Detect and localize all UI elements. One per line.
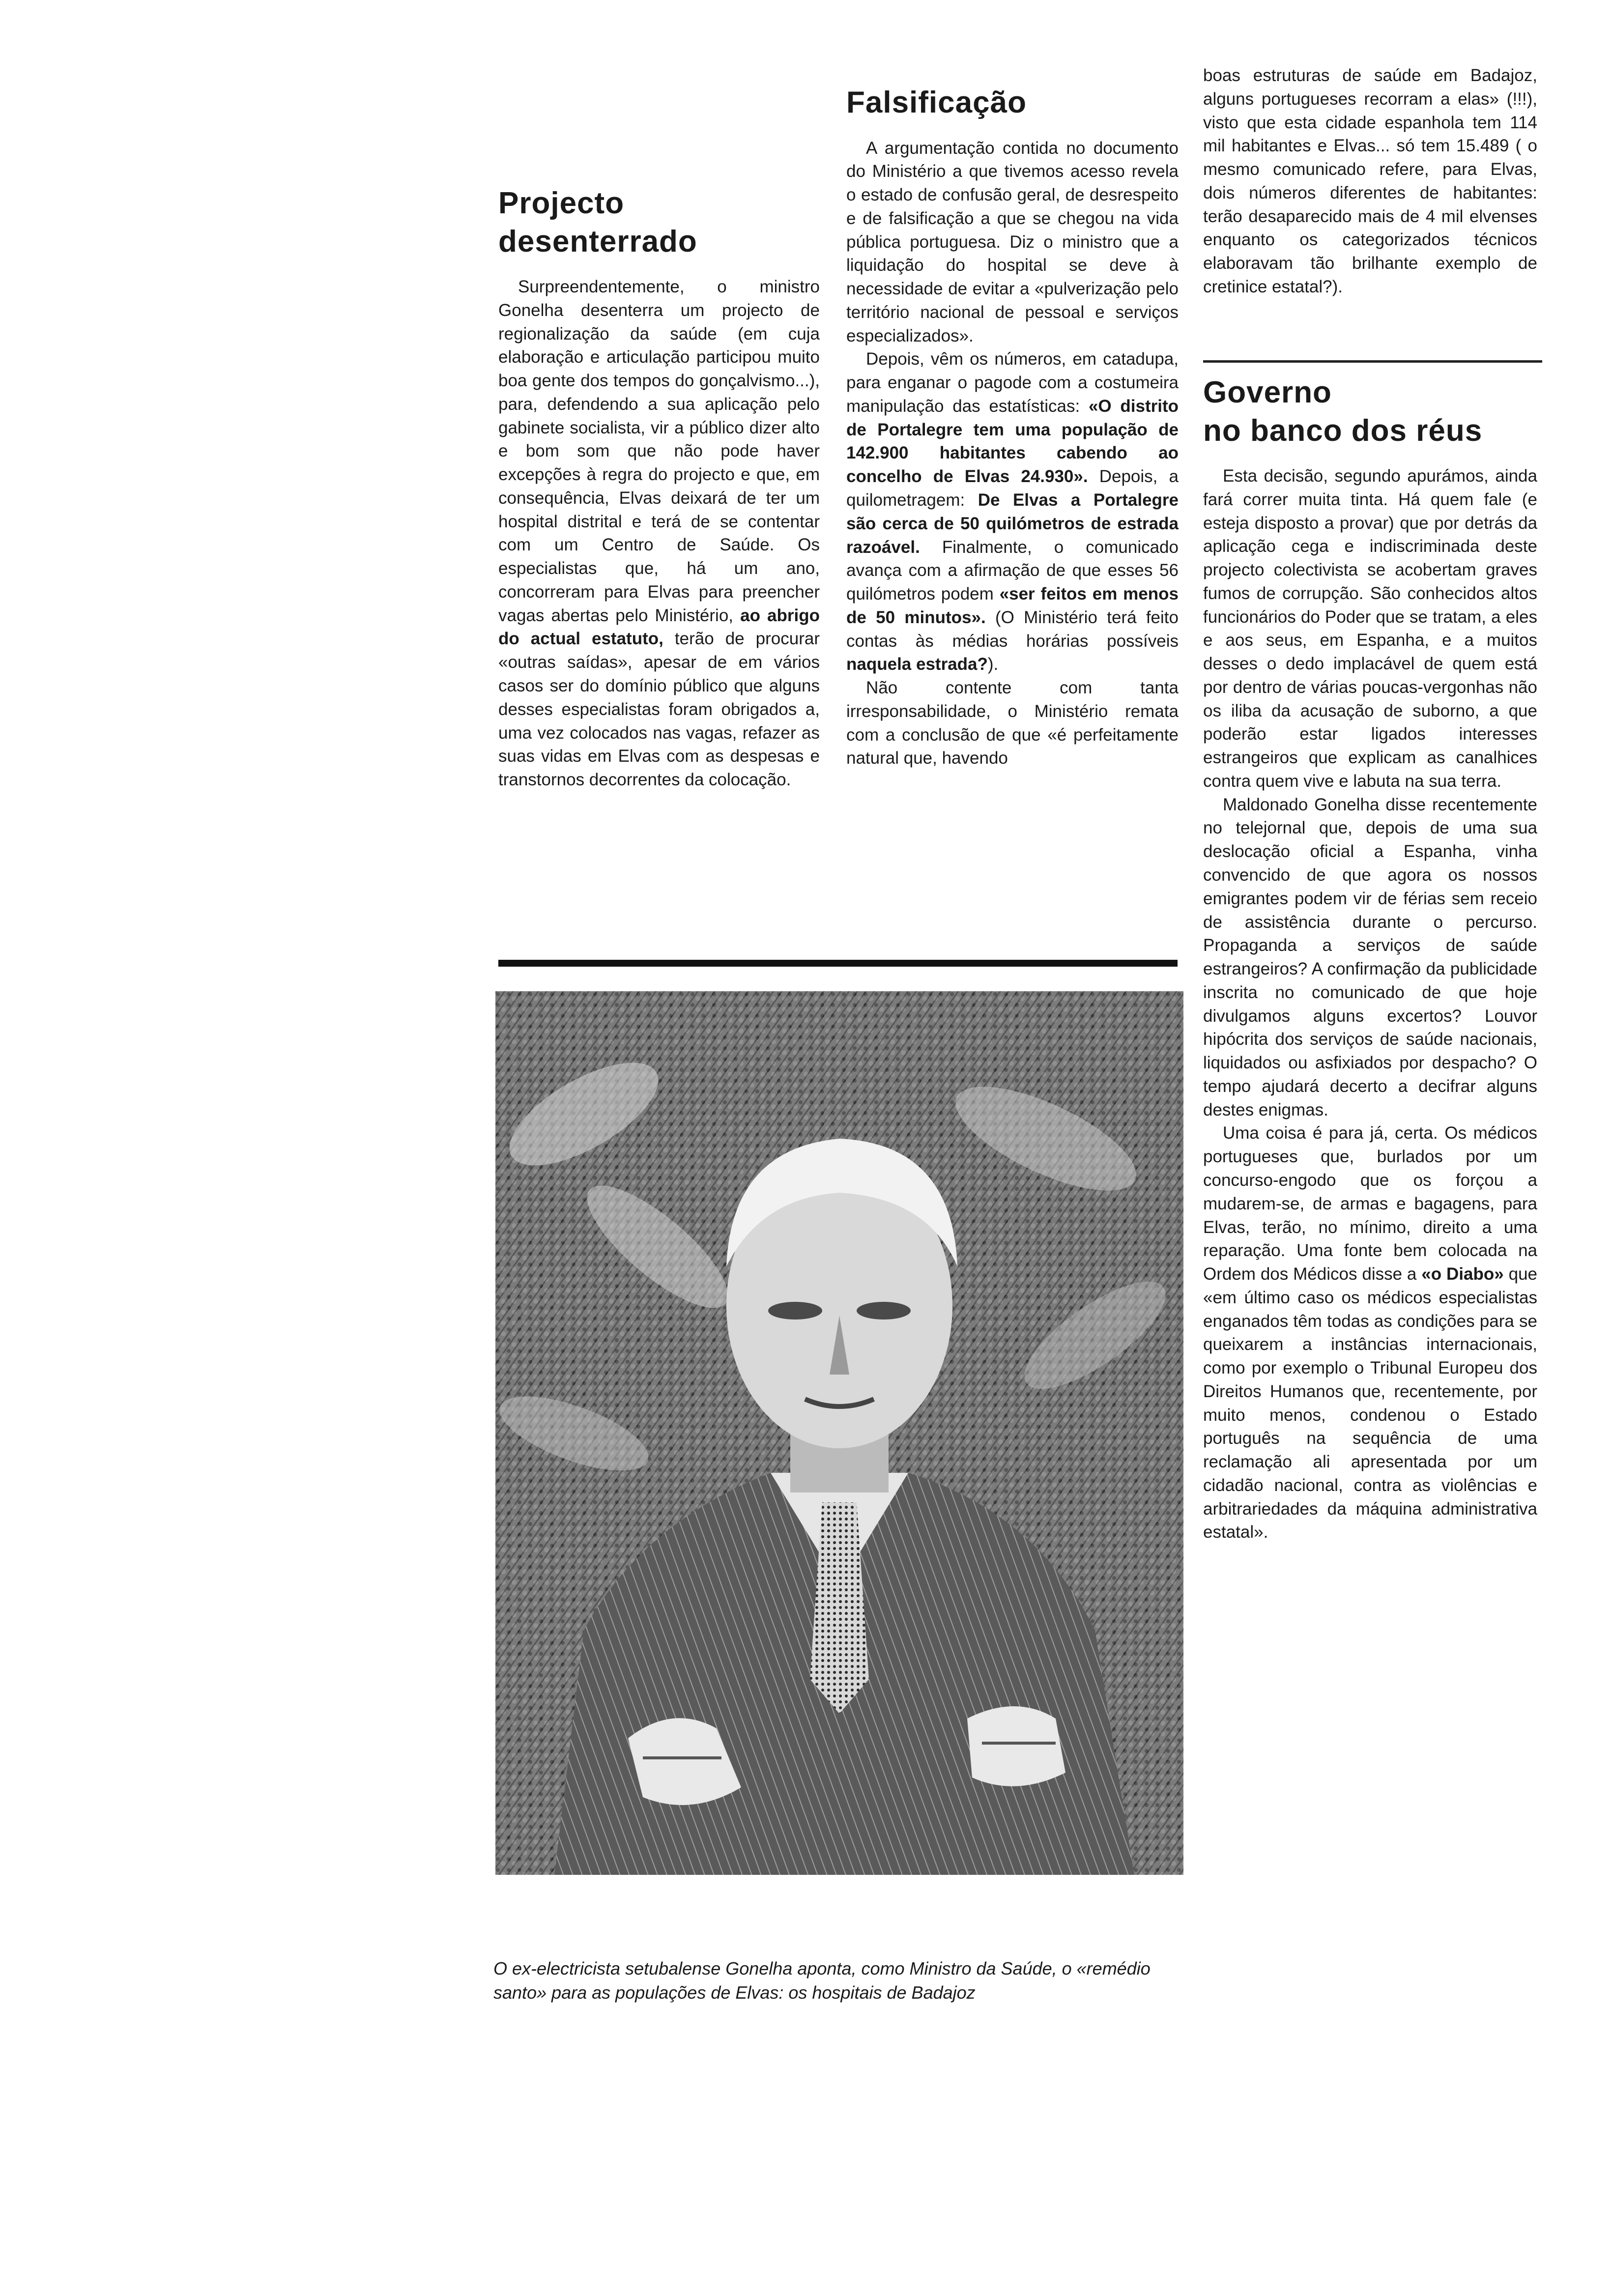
column-projecto [498, 184, 820, 792]
photo-caption: O ex-electricista setubalense Gonelha aponta, como Ministro da Saúde, o «remédio santo» para as populações de Elvas: os hospitais de Badajoz [493, 1958, 1151, 2003]
paragraph: boas estruturas de saúde em Badajoz, alguns portugueses recorram a elas» (!!!), visto que esta cidade espanhola tem 114 mil habitantes e Elvas... só tem 15.489 ( o mesmo comunicado refere, para Elvas, dois números diferentes de habitantes: terão desaparecido mais de 4 mil elvenses enquanto os categorizados técnicos elaboravam tão brilhante exemplo de cretinice estatal?). [1203, 66, 1537, 296]
text-run: ). [987, 655, 999, 674]
bold-run: «o Diabo» [1421, 1264, 1504, 1284]
paragraph: Esta decisão, segundo apurámos, ainda fará correr muita tinta. Há quem fale (e esteja disposto a provar) que por detrás da aplicação cega e indiscriminada deste projecto colectivista se acobertam graves fumos de corrupção. São conhecidos altos funcionários do Poder que se tratam, a eles e aos seus, em Espanha, e a muitos desses o dedo implacável de quem está por dentro de várias poucas-vergonhas não os iliba da acusação de suborno, a que poderão estar ligados interesses estrangeiros que explicam as canalhices contra quem vive e labuta na sua terra. [1203, 466, 1537, 791]
paragraph [1203, 1121, 1537, 1544]
text-run: Finalmente, o comunicado avança com a afirmação de que esses 56 quilómetros podem [846, 537, 1179, 604]
section-divider [1203, 360, 1542, 363]
bold-run: naquela estrada? [846, 655, 988, 674]
paragraph [498, 275, 820, 792]
text-run: Surpreendentemente, o ministro Gonelha desenterra um projecto de regionalização da saúde (em cuja elaboração e articulação participou muito boa gente dos tempos do gonçalvismo...), para, defendendo a sua aplicação pelo gabinete socialista, vir a público dizer alto e bom som que não pode haver excepções à regra do projecto e que, em consequência, Elvas deixará de ter um hospital distrital e terá de se contentar com um Centro de Saúde. Os especialistas que, há um ano, concorreram para Elvas para preencher vagas abertas pelo Ministério, [498, 277, 820, 625]
portrait-illustration [495, 991, 1183, 1875]
column-governo [1203, 373, 1537, 1544]
column-falsificacao [846, 84, 1179, 770]
text-run: terão de procurar «outras saídas», apesar de em vários casos ser do domínio público que alguns desses especialistas foram obrigados a, uma vez colocados nas vagas, refazer as suas vidas em Elvas com as despesas e transtornos decorrentes da colocação. [498, 629, 820, 790]
text-run: Uma coisa é para já, certa. Os médicos portugueses que, burlados por um concurso-engodo que os forçou a mudarem-se, de armas e bagagens, para Elvas, terão, no mínimo, direito a uma reparação. Uma fonte bem colocada na Ordem dos Médicos disse a [1203, 1123, 1537, 1284]
photo-top-rule [498, 960, 1178, 967]
heading-line-2: desenterrado [498, 224, 697, 258]
article-body-left [498, 275, 820, 792]
text-run: que «em último caso os médicos especialistas enganados têm todas as condições para se queixarem a instâncias internacionais, como por exemplo o Tribunal Europeu dos Direitos Humanos que, recentemente, por muito menos, condenou o Estado português na sequência de uma reclamação ali apresentada por um cidadão nacional, contra as violências e arbitrariedades da máquina administrativa estatal». [1203, 1264, 1538, 1542]
text-run: (O Ministério terá feito contas às médias horárias possíveis [846, 607, 1179, 651]
article-body-right [1203, 464, 1537, 1544]
portrait-photo [495, 991, 1183, 1875]
heading-projecto-desenterrado [498, 184, 820, 260]
bold-run: «O distrito de Portalegre tem uma população de 142.900 habitantes cabendo ao concelho de Elvas 24.930». [846, 396, 1179, 487]
bold-run: «ser feitos em menos de 50 minutos». [846, 584, 1179, 627]
heading-line-1: Projecto [498, 186, 625, 220]
text-run: Depois, vêm os números, em catadupa, para enganar o pagode com a costumeira manipulação das estatísticas: [846, 349, 1179, 416]
heading-governo-no-banco-dos-reus [1203, 373, 1537, 450]
text-run: Depois, a quilometragem: [846, 467, 1179, 510]
heading-line-2: no banco dos réus [1203, 413, 1483, 448]
heading-falsificacao: Falsificação [846, 86, 1027, 119]
paragraph: A argumentação contida no documento do Ministério a que tivemos acesso revela o estado de confusão geral, de desrespeito e de falsificação a que se chegou na vida pública portuguesa. Diz o ministro que a liquidação do hospital se deve à necessidade de evitar a «pulverização pelo território nacional de pessoal e serviços especializados». [846, 138, 1179, 345]
bold-run: ao abrigo do actual estatuto, [498, 605, 820, 649]
column-continuation [1203, 64, 1537, 299]
article-body-middle [846, 137, 1179, 771]
bold-run: De Elvas a Portalegre são cerca de 50 quilómetros de estrada razoável. [846, 490, 1179, 557]
article-body-right-top [1203, 64, 1537, 299]
heading-line-1: Governo [1203, 375, 1332, 409]
paragraph: Maldonado Gonelha disse recentemente no telejornal que, depois de uma sua deslocação oficial a Espanha, vinha convencido de que agora os nossos emigrantes podem vir de férias sem receio de assistência durante o percurso. Propaganda a serviços de saúde estrangeiros? A confirmação da publicidade inscrita no comunicado de que hoje divulgamos alguns excertos? Louvor hipócrita dos serviços de saúde nacionais, liquidados ou asfixiados por despacho? O tempo ajudará decerto a decifrar alguns destes enigmas. [1203, 795, 1537, 1119]
paragraph: Não contente com tanta irresponsabilidade, o Ministério remata com a conclusão de que «é perfeitamente natural que, havendo [846, 678, 1179, 768]
paragraph [846, 347, 1179, 676]
